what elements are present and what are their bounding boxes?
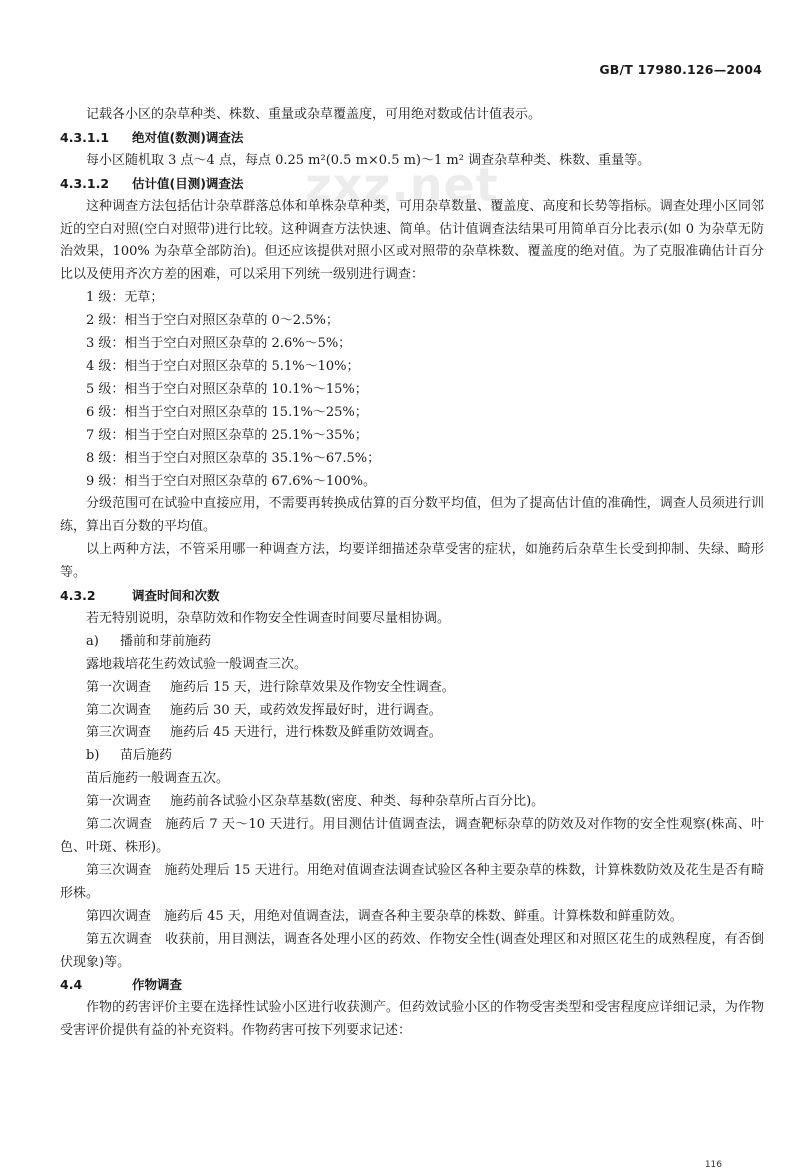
survey-item	[60, 700, 764, 723]
survey-item-paragraph: 第二次调查 施药后 7 天～10 天进行。用目测估计值调查法，调查靶标杂草的防效及对作物的安全性观察(株高、叶色、叶斑、株形)。	[60, 817, 764, 855]
subsection-title: 苗后施药	[120, 748, 173, 764]
section-number: 4.4	[60, 977, 83, 993]
survey-item-title: 第一次调查	[86, 794, 152, 810]
grade-item: 9 级：相当于空白对照区杂草的 67.6%～100%。	[86, 473, 376, 489]
survey-item-desc: 施药后 15 天，进行除草效果及作物安全性调查。	[170, 679, 455, 695]
section-title: 绝对值(数测)调查法	[132, 129, 244, 145]
subsection-b-intro: 苗后施药一般调查五次。	[86, 771, 230, 787]
section-heading-4-3-1-2	[60, 173, 764, 196]
site-watermark: zxz.net	[305, 158, 499, 212]
survey-item-paragraph: 第五次调查 收获前，用目测法，调查各处理小区的药效、作物安全性(调查处理区和对照区花生的成熟程度，有否倒伏现象)等。	[60, 931, 764, 970]
survey-item-desc: 施药后 45 天进行，进行株数及鲜重防效调查。	[170, 725, 442, 741]
survey-item-desc: 施药后 30 天，或药效发挥最好时，进行调查。	[170, 702, 442, 718]
grade-item: 7 级：相当于空白对照区杂草的 25.1%～35%；	[86, 427, 368, 443]
survey-item-desc: 施药前各试验小区杂草基数(密度、种类、每种杂草所占百分比)。	[170, 794, 545, 810]
survey-item-title: 第三次调查	[86, 725, 152, 741]
intro-paragraph: 记载各小区的杂草种类、株数、重量或杂草覆盖度，可用绝对数或估计值表示。	[86, 107, 542, 122]
grade-item: 6 级：相当于空白对照区杂草的 15.1%～25%；	[86, 404, 368, 420]
section-heading-4-3-2	[60, 585, 764, 608]
subsection-b-heading	[60, 745, 764, 768]
grade-item: 2 级：相当于空白对照区杂草的 0～2.5%；	[86, 313, 339, 329]
section-heading-4-4	[60, 974, 764, 997]
subsection-label: b)	[86, 748, 100, 764]
grade-item: 5 级：相当于空白对照区杂草的 10.1%～15%；	[86, 381, 368, 397]
timing-intro-paragraph: 若无特别说明，杂草防效和作物安全性调查时间要尽量相协调。	[86, 610, 451, 626]
survey-item-paragraph: 第四次调查 施药后 45 天，用绝对值调查法，调查各种主要杂草的株数、鲜重。计算株数和鲜重防效。	[86, 908, 683, 924]
document-body	[60, 104, 764, 1043]
subsection-label: a)	[86, 633, 99, 649]
section-title: 作物调查	[132, 977, 183, 993]
subsection-title: 播前和芽前施药	[120, 633, 212, 649]
section-number: 4.3.1.2	[60, 175, 110, 191]
standard-code: GB/T 17980.126—2004	[599, 62, 762, 77]
grade-item: 3 级：相当于空白对照区杂草的 2.6%～5%；	[86, 336, 352, 352]
section-title: 估计值(目测)调查法	[132, 175, 244, 191]
symptom-note-paragraph: 以上两种方法，不管采用哪一种调查方法，均要详细描述杂草受害的症状，如施药后杂草生长受到抑制、失绿、畸形等。	[60, 542, 764, 581]
survey-item	[60, 677, 764, 700]
absolute-method-paragraph: 每小区随机取 3 点～4 点，每点 0.25 m²(0.5 m×0.5 m)～1 m² 调查杂草种类、株数、重量等。	[86, 152, 651, 168]
estimate-method-paragraph: 这种调查方法包括估计杂草群落总体和单株杂草种类，可用杂草数量、覆盖度、高度和长势等指标。调查处理小区同邻近的空白对照(空白对照带)进行比较。这种调查方法快速、简单。估计值调查法结果可用简单百分比表示(如 0 为杂草无防治效果，100% 为杂草全部防治)。但还应该提供对照小区或对照带的杂草株数、覆盖度的绝对值。为了克服准确估计百分比以及使用齐次方差的困难，可以采用下列统一级别进行调查：	[60, 198, 764, 283]
survey-item-paragraph: 第三次调查 施药处理后 15 天进行。用绝对值调查法调查试验区各种主要杂草的株数，计算株数防效及花生是否有畸形株。	[60, 862, 764, 901]
subsection-a-intro: 露地栽培花生药效试验一般调查三次。	[86, 656, 308, 672]
section-title: 调查时间和次数	[132, 588, 220, 604]
grade-item: 4 级：相当于空白对照区杂草的 5.1%～10%；	[86, 358, 360, 374]
grade-item: 1 级：无草；	[86, 290, 164, 306]
grade-item: 8 级：相当于空白对照区杂草的 35.1%～67.5%；	[86, 450, 381, 466]
survey-item-title: 第一次调查	[86, 679, 152, 695]
section-number: 4.3.2	[60, 588, 96, 604]
section-number: 4.3.1.1	[60, 129, 110, 145]
survey-item	[60, 791, 764, 814]
section-heading-4-3-1-1	[60, 127, 764, 150]
survey-item	[60, 722, 764, 745]
survey-item-title: 第二次调查	[86, 702, 152, 718]
crop-survey-paragraph: 作物的药害评价主要在选择性试验小区进行收获测产。但药效试验小区的作物受害类型和受害程度应详细记录，为作物受害评价提供有益的补充资料。作物药害可按下列要求记述：	[60, 1000, 764, 1039]
page-number: 116	[704, 1160, 722, 1170]
subsection-a-heading	[60, 631, 764, 654]
grading-note-paragraph: 分级范围可在试验中直接应用，不需要再转换成估算的百分数平均值，但为了提高估计值的准确性，调查人员须进行训练，算出百分数的平均值。	[60, 496, 764, 535]
